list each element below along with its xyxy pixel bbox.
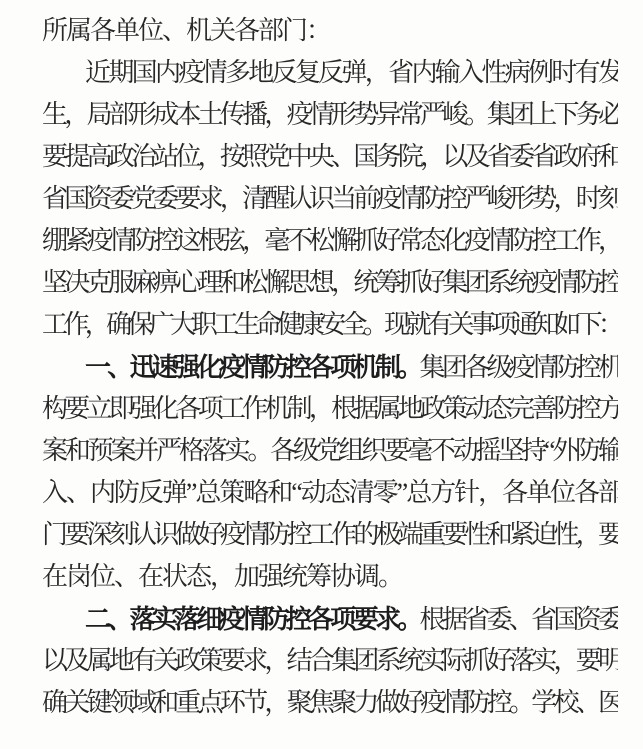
body-line: 坚决克服麻痹心理和松懈思想，统筹抓好集团系统疫情防控 [42,268,618,297]
body-line: 入、内防反弹”总策略和“动态清零”总方针，各单位各部 [42,478,618,507]
body-line: 确关键领域和重点环节，聚焦聚力做好疫情防控。学校、医 [42,688,618,717]
body-line: 生，局部形成本土传播，疫情形势异常严峻。集团上下务必 [42,100,618,129]
body-line: 在岗位、在状态，加强统筹协调。 [42,562,403,591]
body-line: 构要立即强化各项工作机制，根据属地政策动态完善防控方 [42,394,618,423]
body-line: 绷紧疫情防控这根弦，毫不松懈抓好常态化疫情防控工作， [42,226,618,255]
body-line: 近期国内疫情多地反复反弹，省内输入性病例时有发 [85,58,618,87]
body-line: 省国资委党委要求，清醒认识当前疫情防控严峻形势，时刻 [42,184,618,213]
section-1-line [42,346,618,388]
salutation-line: 所属各单位、机关各部门： [42,16,331,45]
body-line: 案和预案并严格落实。各级党组织要毫不动摇坚持“外防输 [42,436,618,465]
section-1-heading: 一、迅速强化疫情防控各项机制。 [85,352,420,382]
section-2-heading: 二、落实落细疫情防控各项要求。 [85,604,420,634]
body-line: 要提高政治站位，按照党中央、国务院，以及省委省政府和 [42,142,618,171]
section-1-text: 集团各级疫情防控机 [419,353,618,382]
section-2-line [42,598,618,640]
body-line: 门要深刻认识做好疫情防控工作的极端重要性和紧迫性，要 [42,520,618,549]
body-line: 工作，确保广大职工生命健康安全。现就有关事项通知如下： [42,310,618,339]
body-line: 以及属地有关政策要求，结合集团系统实际抓好落实，要明 [42,646,618,675]
section-2-text: 根据省委、省国资委 [419,605,618,634]
